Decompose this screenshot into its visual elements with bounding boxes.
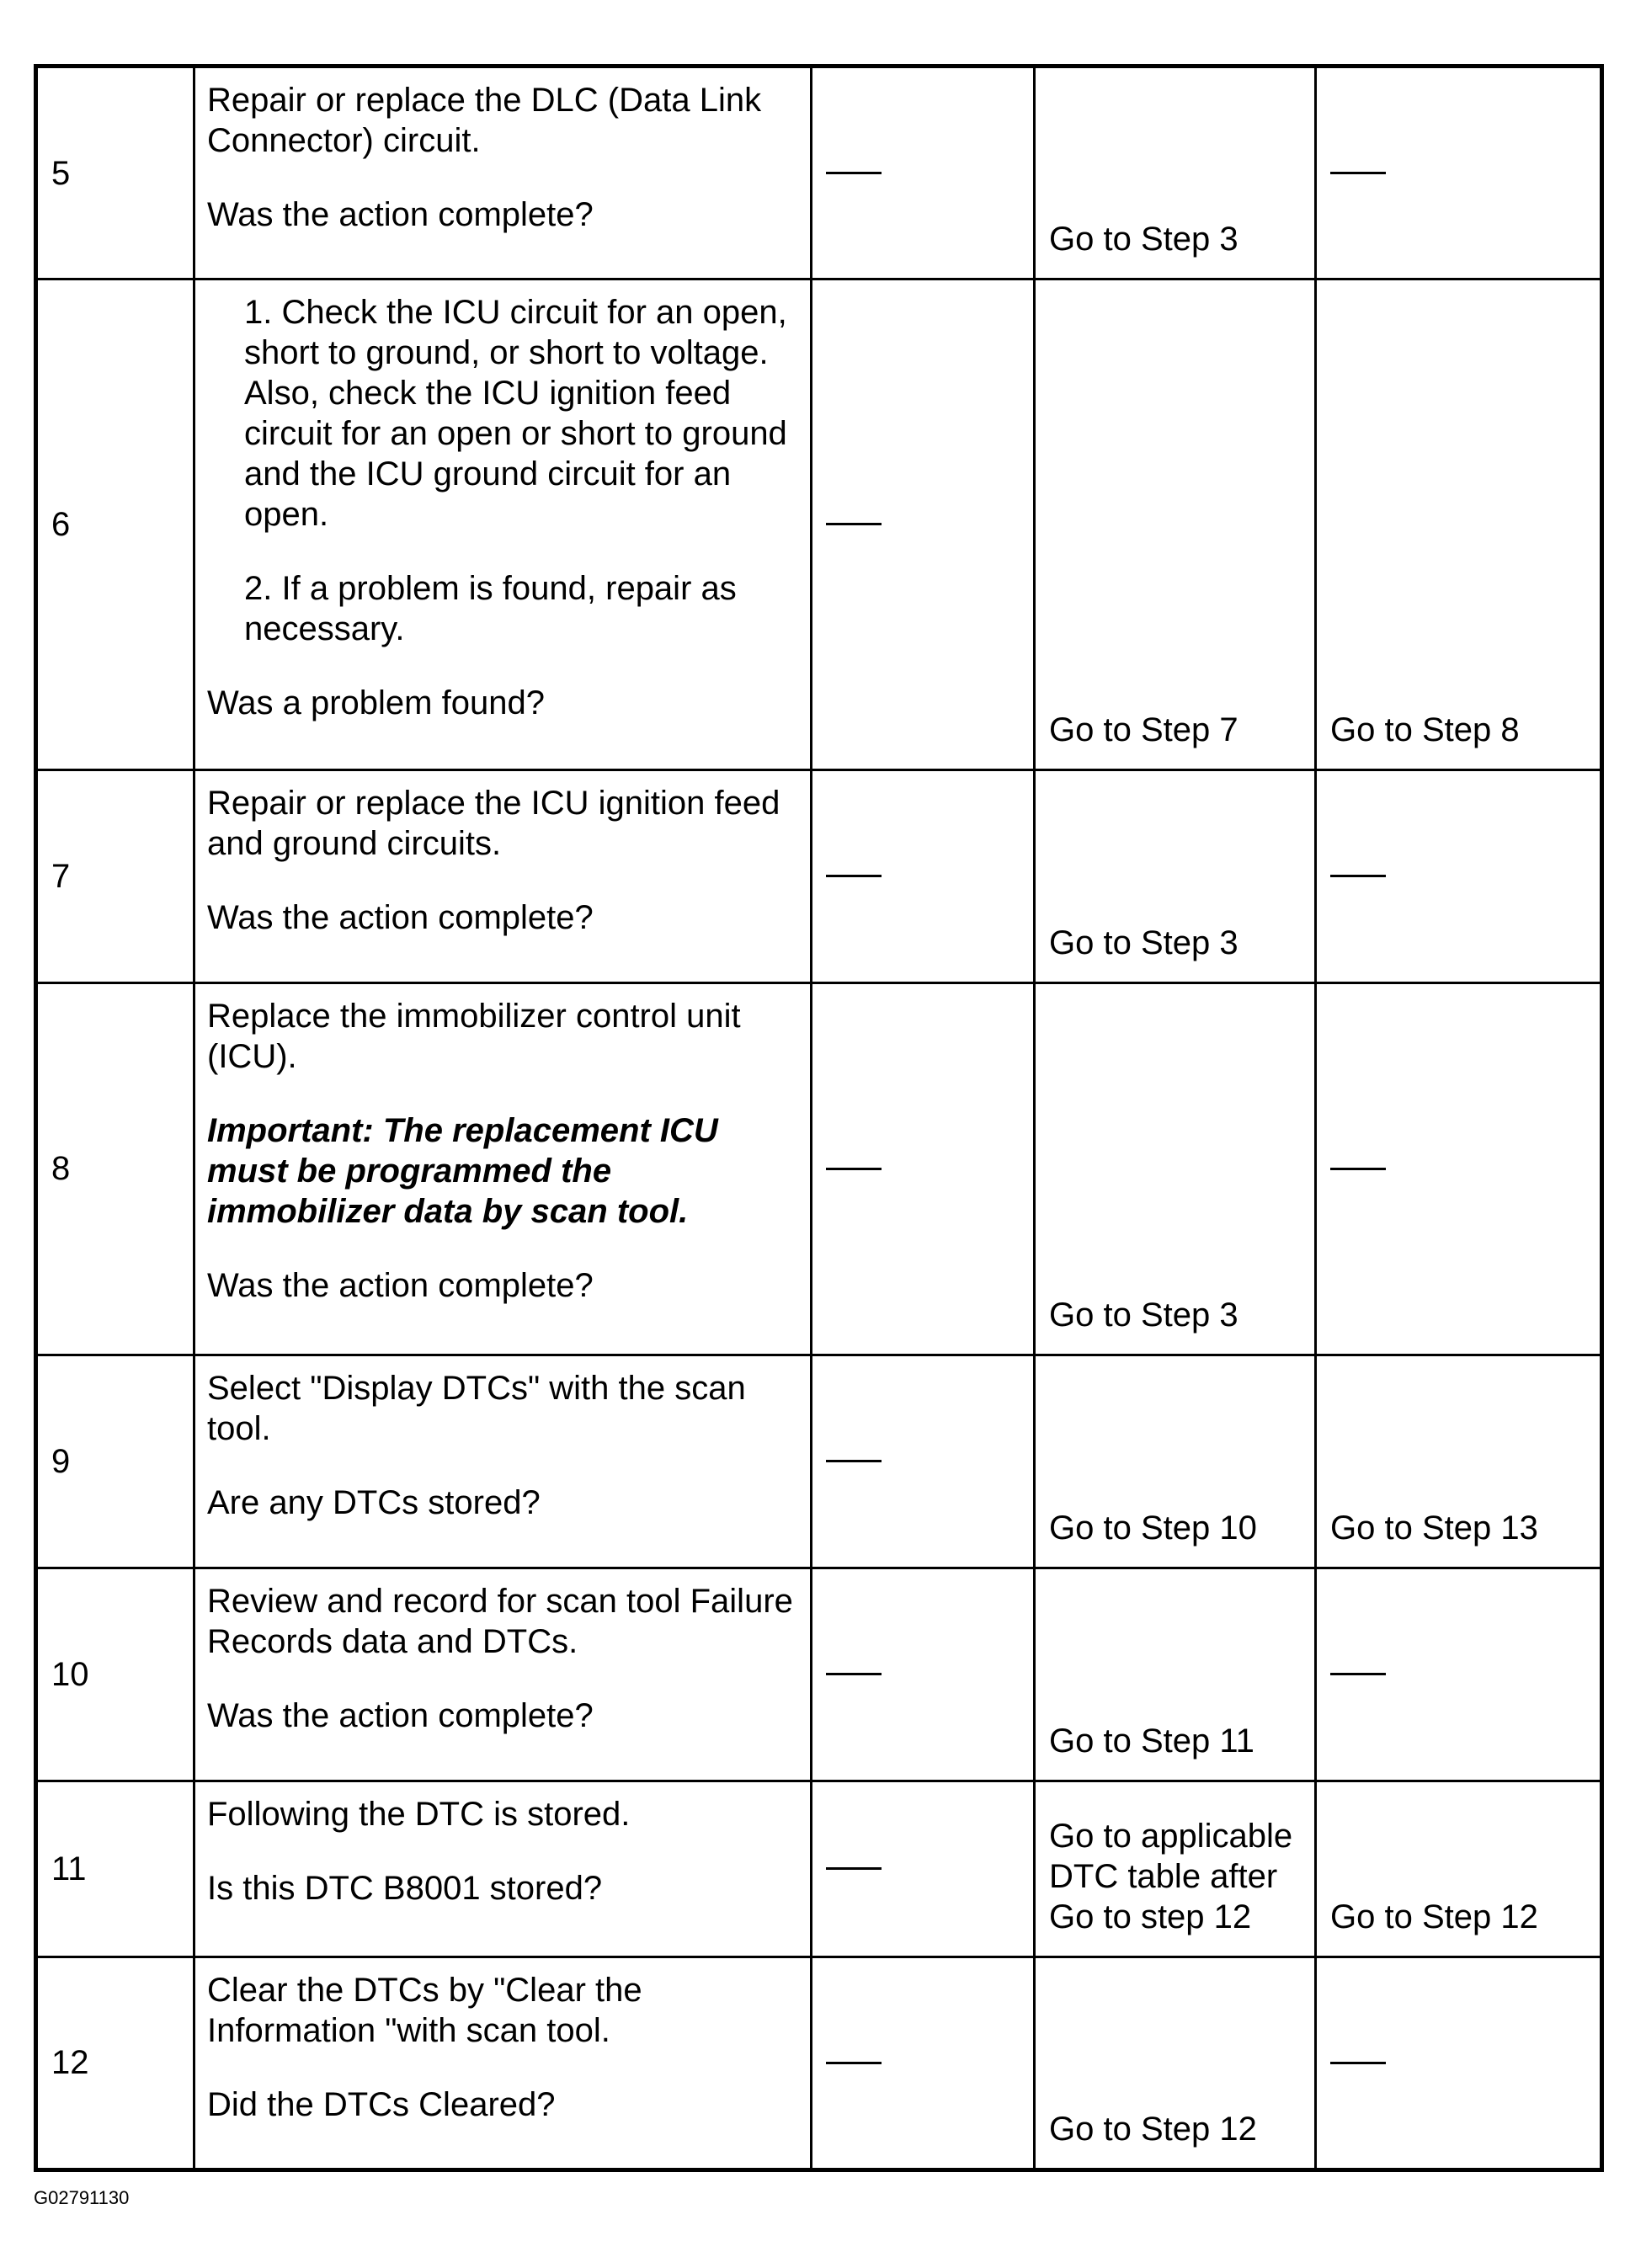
action-question: Is this DTC B8001 stored? (207, 1869, 603, 1907)
table-row-step-6 (36, 280, 1602, 770)
dash-mark (826, 875, 882, 877)
important-note: Important: The replacement ICU must be programmed the immobilizer data by scan tool. (207, 1111, 718, 1230)
action-question: Was the action complete? (207, 1266, 594, 1304)
yes-cell: Go to Step 10 (1035, 1355, 1316, 1568)
table-row-step-10 (36, 1568, 1602, 1781)
step-number: 5 (36, 67, 194, 280)
action-text: Select "Display DTCs" with the scan tool. (207, 1369, 746, 1447)
no-cell: Go to Step 12 (1316, 1781, 1602, 1957)
action-cell (194, 982, 812, 1355)
dash-mark (1330, 1168, 1386, 1170)
action-question: Was the action complete? (207, 1696, 594, 1734)
action-text: Replace the immobilizer control unit (ICU). (207, 997, 741, 1075)
action-cell (194, 1781, 812, 1957)
value-cell (812, 1957, 1035, 2170)
action-text: Following the DTC is stored. (207, 1795, 631, 1833)
dash-mark (826, 1168, 882, 1170)
table-row-step-7 (36, 769, 1602, 982)
value-cell (812, 1781, 1035, 1957)
dash-mark (826, 1867, 882, 1870)
no-cell (1316, 769, 1602, 982)
step-number: 6 (36, 280, 194, 770)
action-cell (194, 1957, 812, 2170)
no-cell (1316, 982, 1602, 1355)
yes-cell: Go to Step 3 (1035, 982, 1316, 1355)
no-cell (1316, 1957, 1602, 2170)
yes-cell: Go to Step 3 (1035, 67, 1316, 280)
step-number: 8 (36, 982, 194, 1355)
action-question: Was the action complete? (207, 898, 594, 936)
action-question: Did the DTCs Cleared? (207, 2085, 556, 2123)
action-question: Was the action complete? (207, 196, 594, 233)
action-cell (194, 1355, 812, 1568)
step-number: 9 (36, 1355, 194, 1568)
no-cell (1316, 67, 1602, 280)
dash-mark (826, 1673, 882, 1675)
dash-mark (826, 523, 882, 525)
step-number: 10 (36, 1568, 194, 1781)
no-cell (1316, 1568, 1602, 1781)
dash-mark (826, 1460, 882, 1462)
action-step-item: 2. If a problem is found, repair as necessary. (244, 570, 737, 648)
yes-cell: Go to Step 11 (1035, 1568, 1316, 1781)
dash-mark (1330, 875, 1386, 877)
dash-mark (1330, 172, 1386, 174)
step-number: 7 (36, 769, 194, 982)
action-question: Was a problem found? (207, 684, 545, 722)
dash-mark (826, 2062, 882, 2064)
yes-cell: Go to Step 7 (1035, 280, 1316, 770)
value-cell (812, 1568, 1035, 1781)
yes-cell: Go to applicable DTC table after Go to step 12 (1035, 1781, 1316, 1957)
value-cell (812, 67, 1035, 280)
action-cell (194, 280, 812, 770)
action-text: Repair or replace the DLC (Data Link Connector) circuit. (207, 82, 762, 159)
action-text: Review and record for scan tool Failure Records data and DTCs. (207, 1582, 793, 1660)
action-question: Are any DTCs stored? (207, 1483, 541, 1521)
dash-mark (826, 172, 882, 174)
no-cell: Go to Step 13 (1316, 1355, 1602, 1568)
yes-cell: Go to Step 3 (1035, 769, 1316, 982)
step-number: 12 (36, 1957, 194, 2170)
yes-cell: Go to Step 12 (1035, 1957, 1316, 2170)
action-cell (194, 1568, 812, 1781)
table-row-step-9 (36, 1355, 1602, 1568)
dash-mark (1330, 2062, 1386, 2064)
action-cell (194, 769, 812, 982)
step-number: 11 (36, 1781, 194, 1957)
table-row-step-5 (36, 67, 1602, 280)
action-step-item: 1. Check the ICU circuit for an open, short to ground, or short to voltage. Also, check the ICU ignition feed circuit for an open or short to ground and the ICU ground circuit for an open. (244, 294, 787, 534)
action-text: Clear the DTCs by "Clear the Information "with scan tool. (207, 1971, 642, 2049)
diagnostic-table (34, 64, 1604, 2172)
value-cell (812, 982, 1035, 1355)
action-steps (207, 292, 798, 649)
table-row-step-8 (36, 982, 1602, 1355)
figure-code: G02791130 (34, 2187, 130, 2208)
value-cell (812, 769, 1035, 982)
table-row-step-12 (36, 1957, 1602, 2170)
no-cell: Go to Step 8 (1316, 280, 1602, 770)
action-cell (194, 67, 812, 280)
value-cell (812, 1355, 1035, 1568)
table-row-step-11 (36, 1781, 1602, 1957)
dash-mark (1330, 1673, 1386, 1675)
value-cell (812, 280, 1035, 770)
action-text: Repair or replace the ICU ignition feed and ground circuits. (207, 784, 780, 862)
